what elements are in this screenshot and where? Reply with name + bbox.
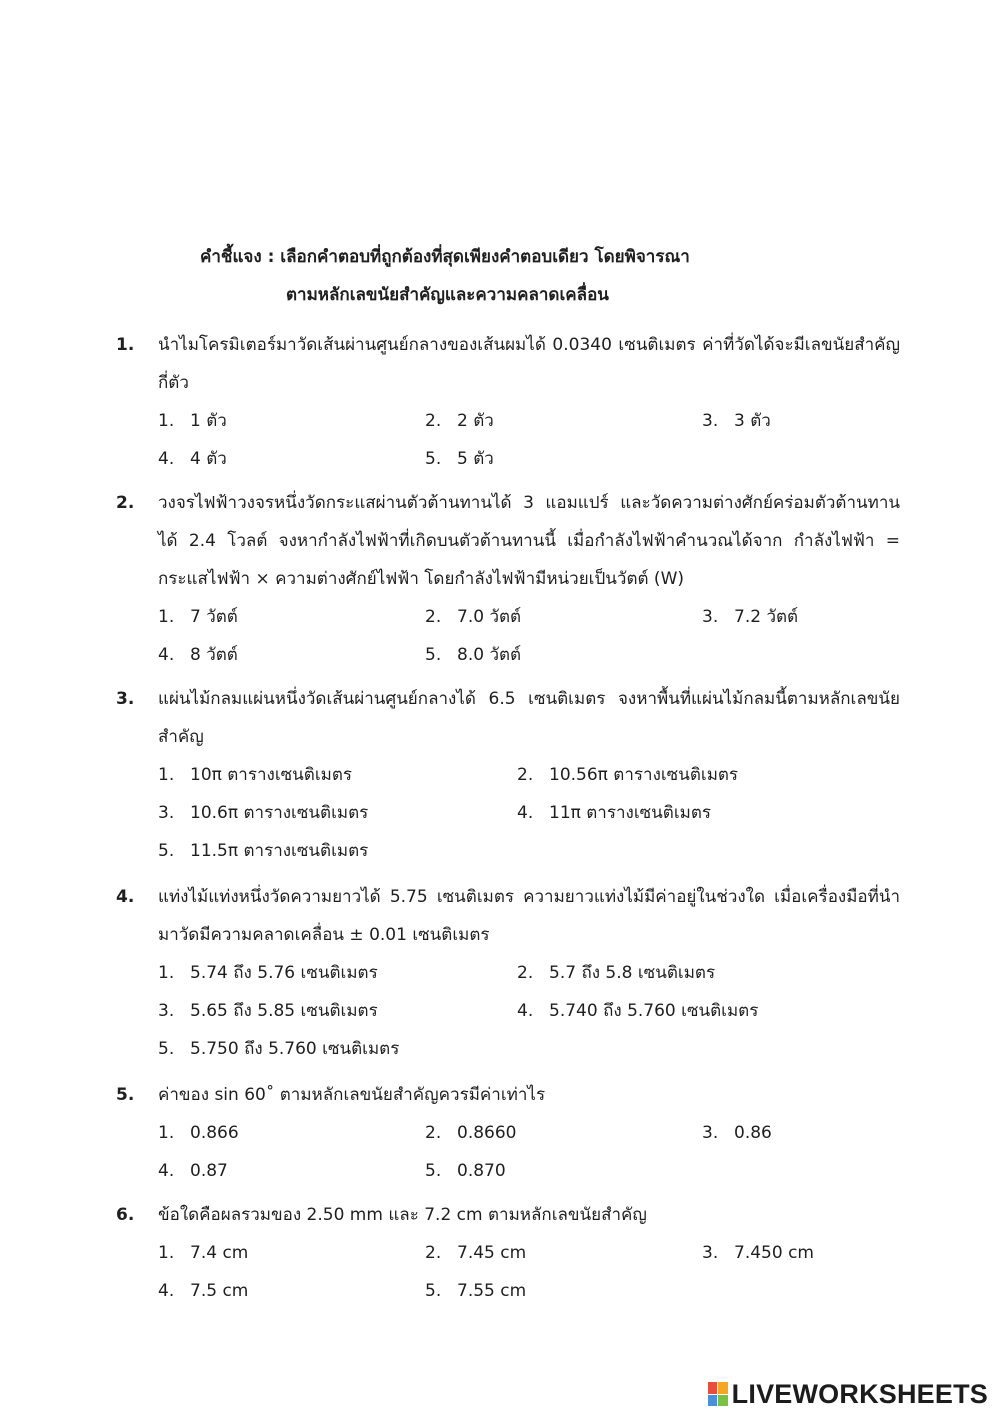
option-1[interactable] — [158, 402, 227, 440]
question-text: ค่าของ sin 60˚ ตามหลักเลขนัยสำคัญควรมีค่าเท่าไร — [158, 1085, 546, 1105]
option-4[interactable] — [158, 440, 227, 478]
option-text: 2 ตัว — [457, 411, 494, 431]
option-5[interactable] — [425, 1272, 526, 1310]
option-text: 7.4 cm — [190, 1243, 249, 1263]
option-number: 5. — [425, 645, 442, 665]
option-text: 0.8660 — [457, 1123, 517, 1143]
option-text: 10.56π ตารางเซนติเมตร — [549, 765, 739, 785]
question-text: แผ่นไม้กลมแผ่นหนึ่งวัดเส้นผ่านศูนย์กลางได้ 6.5 เซนติเมตร จงหาพื้นที่แผ่นไม้กลมนี้ตามหลักเลขนัยสำคัญ — [158, 689, 900, 747]
logo-text: LIVEWORKSHEETS — [731, 1378, 988, 1409]
option-5[interactable] — [158, 1030, 399, 1068]
option-1[interactable] — [158, 1234, 248, 1272]
option-number: 1. — [158, 607, 175, 627]
option-text: 5 ตัว — [457, 449, 494, 469]
option-text: 0.866 — [190, 1123, 239, 1143]
option-text: 7.5 cm — [190, 1281, 249, 1301]
option-number: 1. — [158, 963, 175, 983]
option-text: 1 ตัว — [190, 411, 227, 431]
option-number: 5. — [158, 841, 175, 861]
option-2[interactable] — [425, 402, 494, 440]
option-5[interactable] — [158, 832, 368, 870]
question-number: 6. — [116, 1205, 135, 1225]
option-text: 0.86 — [734, 1123, 772, 1143]
option-number: 2. — [425, 1123, 442, 1143]
option-text: 10.6π ตารางเซนติเมตร — [190, 803, 369, 823]
option-text: 8.0 วัตต์ — [457, 645, 522, 665]
question-number: 1. — [116, 335, 135, 355]
option-number: 1. — [158, 1123, 175, 1143]
option-number: 3. — [158, 1001, 175, 1021]
option-5[interactable] — [425, 1152, 506, 1190]
instructions — [200, 238, 920, 314]
question-text: แท่งไม้แท่งหนึ่งวัดความยาวได้ 5.75 เซนติเมตร ความยาวแท่งไม้มีค่าอยู่ในช่วงใด เมื่อเครื่องมือที่นำมาวัดมีความคลาดเคลื่อน ± 0.01 เซนติเมตร — [158, 887, 900, 945]
instructions-line-1: คำชี้แจง : เลือกคำตอบที่ถูกต้องที่สุดเพียงคำตอบเดียว โดยพิจารณา — [200, 247, 690, 267]
option-number: 4. — [158, 645, 175, 665]
option-4[interactable] — [158, 1272, 248, 1310]
option-2[interactable] — [517, 954, 715, 992]
option-4[interactable] — [517, 794, 711, 832]
option-number: 4. — [517, 803, 534, 823]
option-2[interactable] — [425, 1234, 526, 1272]
option-text: 0.87 — [190, 1161, 228, 1181]
logo-square — [708, 1382, 718, 1394]
option-4[interactable] — [517, 992, 758, 1030]
option-3[interactable] — [158, 992, 378, 1030]
option-number: 1. — [158, 411, 175, 431]
question-number: 2. — [116, 493, 135, 513]
option-text: 3 ตัว — [734, 411, 771, 431]
option-text: 5.740 ถึง 5.760 เซนติเมตร — [549, 1001, 759, 1021]
option-number: 4. — [158, 1281, 175, 1301]
question-text: วงจรไฟฟ้าวงจรหนึ่งวัดกระแสผ่านตัวต้านทานได้ 3 แอมแปร์ และวัดความต่างศักย์คร่อมตัวต้านทานได้ 2.4 โวลต์ จงหากำลังไฟฟ้าที่เกิดบนตัวต้านทานนี้ เมื่อกำลังไฟฟ้าคำนวณได้จาก กำลังไฟฟ้า = กระแสไฟฟ้า × ความต่างศักย์ไฟฟ้า โดยกำลังไฟฟ้ามีหน่วยเป็นวัตต์ (W) — [158, 493, 900, 589]
option-number: 4. — [158, 449, 175, 469]
option-4[interactable] — [158, 636, 238, 674]
option-text: 4 ตัว — [190, 449, 227, 469]
option-text: 7.0 วัตต์ — [457, 607, 522, 627]
liveworksheets-logo[interactable] — [708, 1377, 988, 1411]
question-text: นำไมโครมิเตอร์มาวัดเส้นผ่านศูนย์กลางของเส้นผมได้ 0.0340 เซนติเมตร ค่าที่วัดได้จะมีเลขนัยสำคัญกี่ตัว — [158, 335, 900, 393]
option-2[interactable] — [425, 1114, 516, 1152]
option-3[interactable] — [702, 1234, 814, 1272]
option-text: 11.5π ตารางเซนติเมตร — [190, 841, 369, 861]
option-5[interactable] — [425, 636, 521, 674]
option-number: 2. — [517, 963, 534, 983]
option-3[interactable] — [702, 402, 771, 440]
option-4[interactable] — [158, 1152, 228, 1190]
question-number: 4. — [116, 887, 135, 907]
logo-square — [718, 1382, 728, 1394]
option-number: 3. — [702, 607, 719, 627]
question-number: 5. — [116, 1085, 135, 1105]
option-3[interactable] — [702, 1114, 772, 1152]
option-number: 5. — [425, 1281, 442, 1301]
option-text: 11π ตารางเซนติเมตร — [549, 803, 712, 823]
option-number: 3. — [702, 1123, 719, 1143]
question-text: ข้อใดคือผลรวมของ 2.50 mm และ 7.2 cm ตามหลักเลขนัยสำคัญ — [158, 1205, 647, 1225]
option-text: 7.450 cm — [734, 1243, 814, 1263]
logo-square — [708, 1395, 718, 1407]
option-1[interactable] — [158, 1114, 239, 1152]
option-2[interactable] — [425, 598, 521, 636]
option-text: 5.74 ถึง 5.76 เซนติเมตร — [190, 963, 378, 983]
option-3[interactable] — [702, 598, 798, 636]
option-text: 7 วัตต์ — [190, 607, 238, 627]
instructions-line-2: ตามหลักเลขนัยสำคัญและความคลาดเคลื่อน — [286, 285, 609, 305]
question-number: 3. — [116, 689, 135, 709]
option-number: 5. — [158, 1039, 175, 1059]
option-1[interactable] — [158, 598, 238, 636]
option-text: 5.7 ถึง 5.8 เซนติเมตร — [549, 963, 716, 983]
option-number: 2. — [425, 411, 442, 431]
option-text: 7.2 วัตต์ — [734, 607, 799, 627]
option-number: 4. — [517, 1001, 534, 1021]
option-text: 5.750 ถึง 5.760 เซนติเมตร — [190, 1039, 400, 1059]
option-2[interactable] — [517, 756, 738, 794]
option-text: 5.65 ถึง 5.85 เซนติเมตร — [190, 1001, 378, 1021]
option-number: 5. — [425, 1161, 442, 1181]
logo-square — [718, 1395, 728, 1407]
option-number: 3. — [702, 1243, 719, 1263]
option-number: 4. — [158, 1161, 175, 1181]
option-number: 2. — [425, 607, 442, 627]
liveworksheets-logo-icon — [708, 1382, 728, 1406]
option-text: 7.45 cm — [457, 1243, 527, 1263]
option-text: 10π ตารางเซนติเมตร — [190, 765, 353, 785]
option-text: 0.870 — [457, 1161, 506, 1181]
option-text: 8 วัตต์ — [190, 645, 238, 665]
option-number: 3. — [702, 411, 719, 431]
option-number: 1. — [158, 765, 175, 785]
option-number: 5. — [425, 449, 442, 469]
option-number: 2. — [425, 1243, 442, 1263]
option-text: 7.55 cm — [457, 1281, 527, 1301]
option-number: 3. — [158, 803, 175, 823]
option-3[interactable] — [158, 794, 368, 832]
option-5[interactable] — [425, 440, 494, 478]
option-number: 1. — [158, 1243, 175, 1263]
option-1[interactable] — [158, 954, 378, 992]
option-number: 2. — [517, 765, 534, 785]
option-1[interactable] — [158, 756, 352, 794]
